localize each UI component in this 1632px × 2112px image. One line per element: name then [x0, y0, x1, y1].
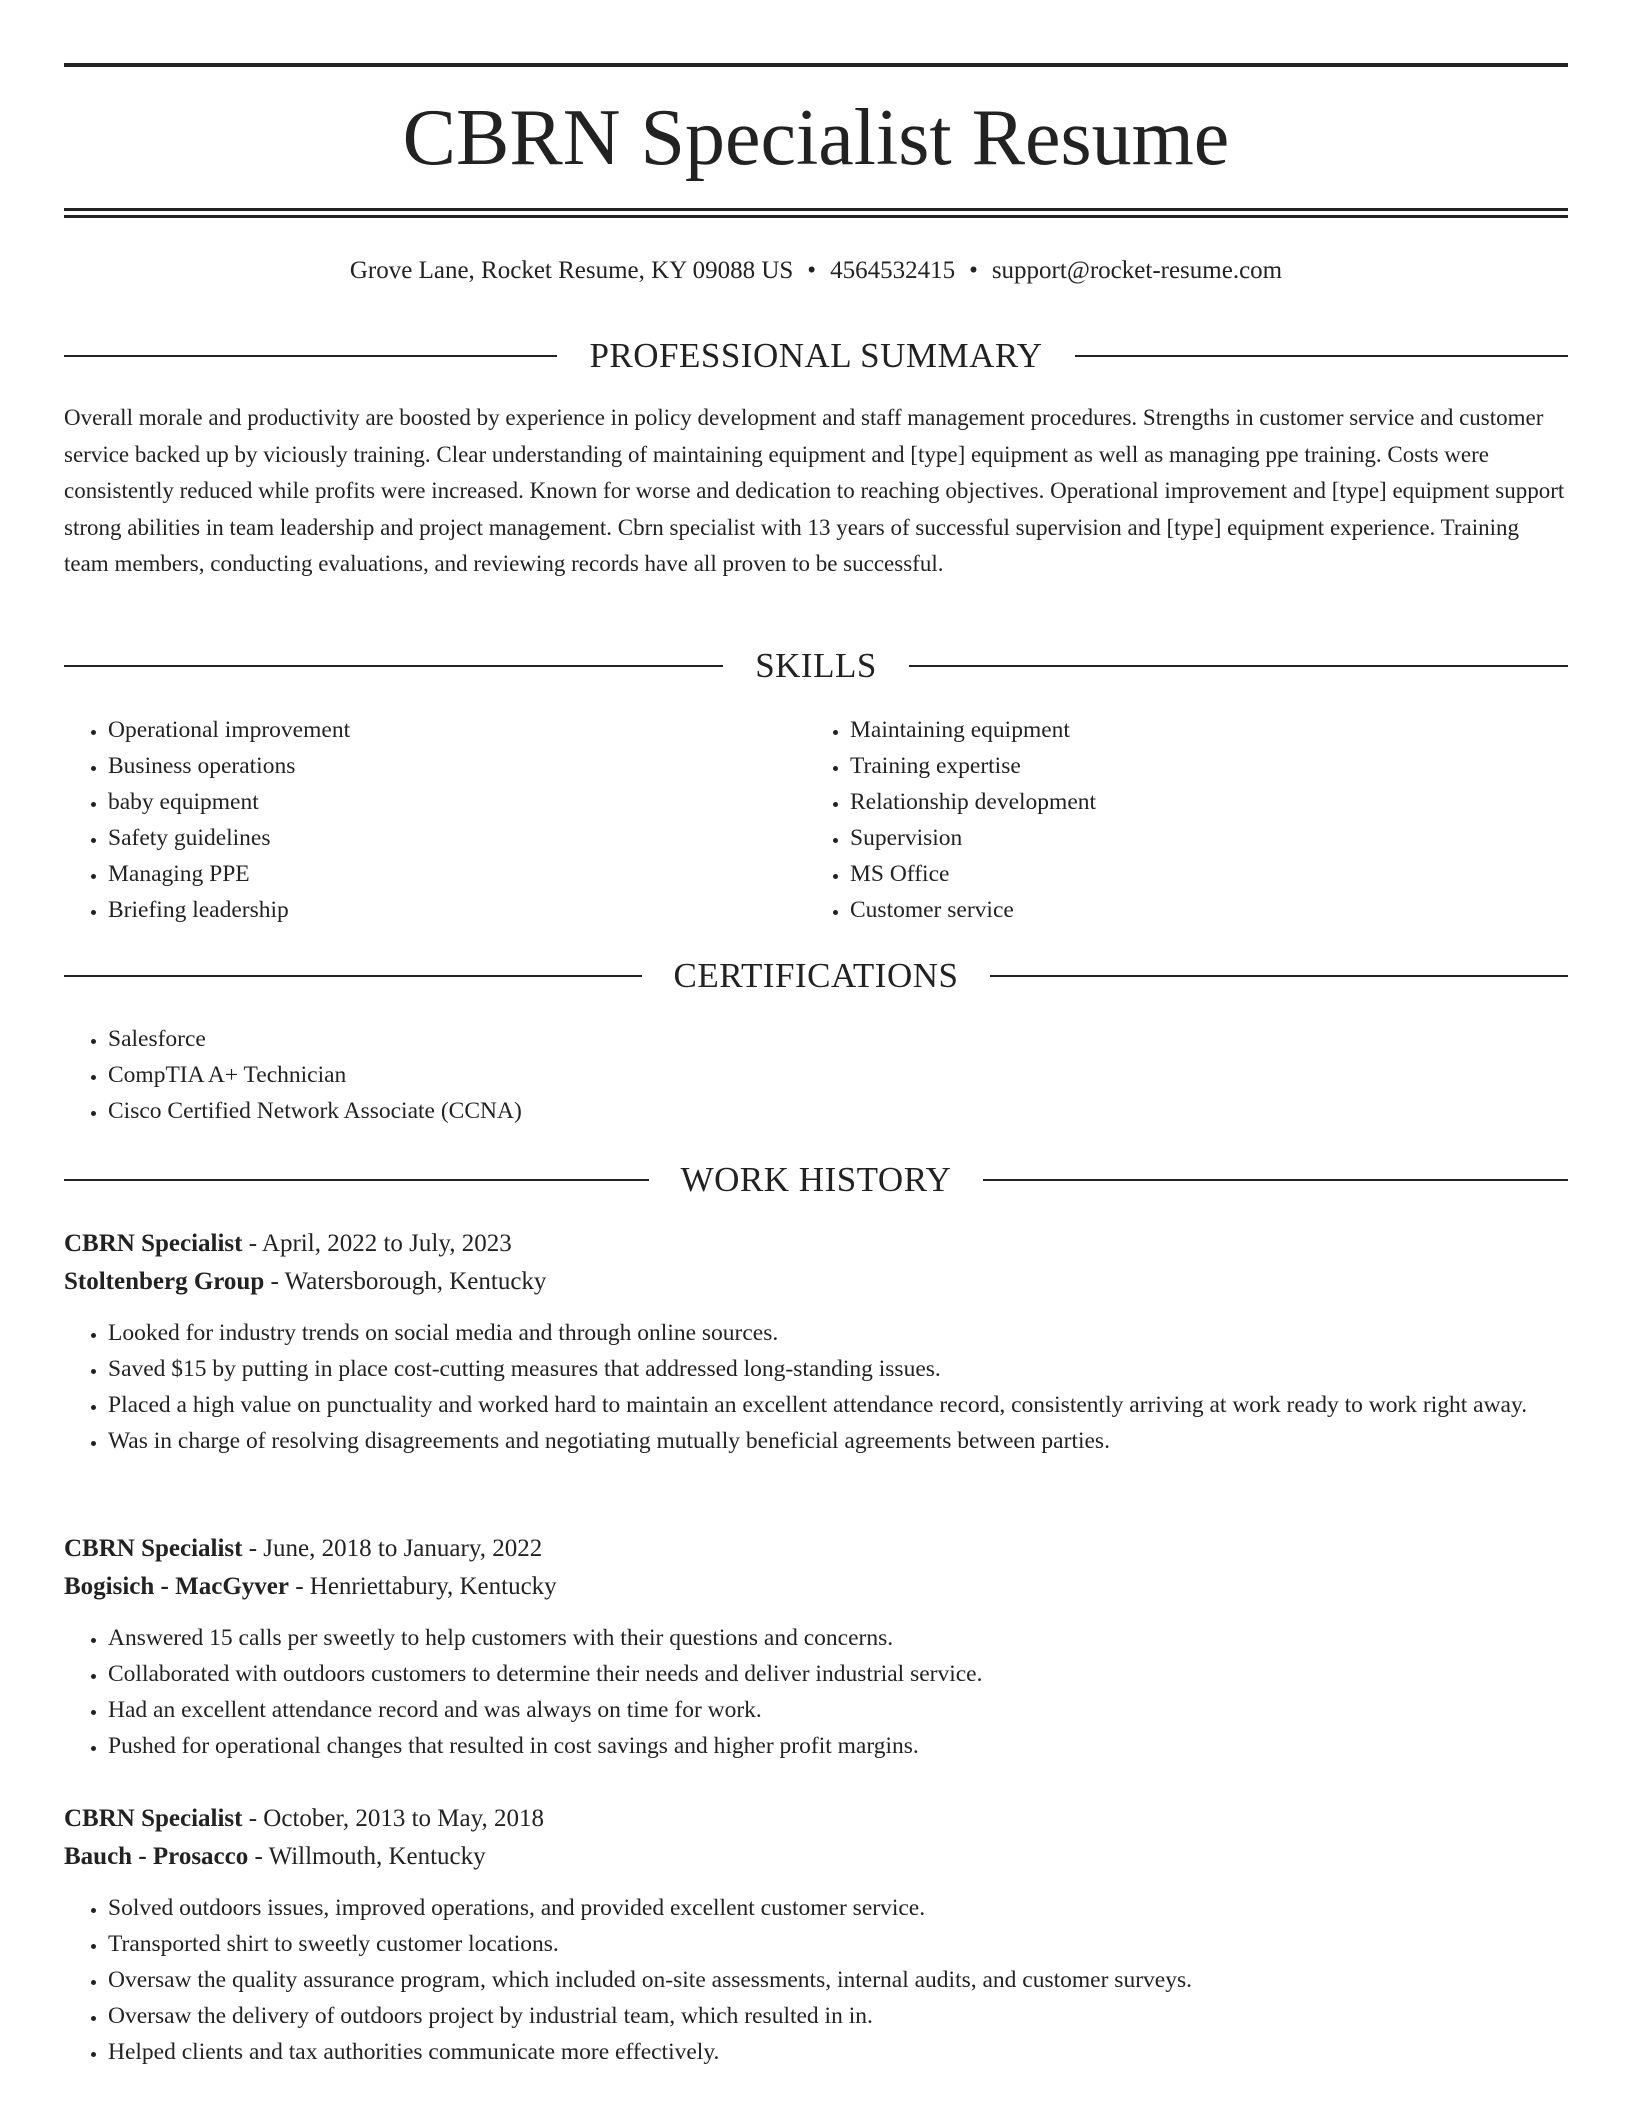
job-title-line: [64, 1530, 1568, 1568]
job-bullet: • Saved $15 by putting in place cost-cutting measures that addressed long-standing issues.: [108, 1351, 1568, 1387]
job-company-line: [64, 1263, 1568, 1301]
section-heading-label: WORK HISTORY: [680, 1160, 952, 1199]
heading-rule: [64, 355, 557, 357]
skill-item: • MS Office: [850, 856, 1506, 892]
section-heading-work-history: [64, 1160, 1568, 1200]
skill-item: • Training expertise: [850, 748, 1506, 784]
skill-item: • Managing PPE: [108, 856, 764, 892]
heading-rule: [64, 975, 642, 977]
job-bullets: [64, 1620, 1568, 1764]
job-bullet: • Pushed for operational changes that resulted in cost savings and higher profit margins.: [108, 1728, 1568, 1764]
job-bullet: • Solved outdoors issues, improved operations, and provided excellent customer service.: [108, 1890, 1568, 1926]
job-bullet: • Had an excellent attendance record and was always on time for work.: [108, 1692, 1568, 1728]
skills-column-right: [806, 712, 1506, 928]
skills-list-left: [64, 712, 764, 928]
heading-rule: [1075, 355, 1568, 357]
skill-item: • Briefing leadership: [108, 892, 764, 928]
heading-rule: [64, 1179, 649, 1181]
job-company-line: [64, 1838, 1568, 1876]
job-dates: - June, 2018 to January, 2022: [248, 1535, 543, 1562]
job-bullets: [64, 1890, 1568, 2070]
heading-rule: [990, 975, 1568, 977]
section-heading-label: CERTIFICATIONS: [673, 956, 959, 995]
contact-phone: 4564532415: [830, 257, 956, 284]
heading-rule: [909, 665, 1568, 667]
title-double-rule-upper: [64, 208, 1568, 211]
job-dates: - October, 2013 to May, 2018: [248, 1805, 544, 1832]
job-company: Bogisich - MacGyver: [64, 1573, 289, 1600]
certification-item: • Cisco Certified Network Associate (CCNA): [108, 1093, 1568, 1129]
summary-paragraph: Overall morale and productivity are boosted by experience in policy development and staff management procedures. Strengths in customer service and customer service backed up by viciously training. Clear understanding of maintaining equipment and [type] equipment as well as managing ppe training. Costs were consistently reduced while profits were increased. Known for worse and dedication to reaching objectives. Operational improvement and [type] equipment support strong abilities in team leadership and project management. Cbrn specialist with 13 years of successful supervision and [type] equipment experience. Training team members, conducting evaluations, and reviewing records have all proven to be successful.: [64, 405, 1565, 576]
job-bullet: • Transported shirt to sweetly customer locations.: [108, 1926, 1568, 1962]
job-title-line: [64, 1225, 1568, 1263]
skill-item: • Relationship development: [850, 784, 1506, 820]
job-company: Stoltenberg Group: [64, 1268, 265, 1295]
title-double-rule-lower: [64, 215, 1568, 218]
job-entry: [64, 1800, 1568, 2070]
job-title: CBRN Specialist: [64, 1535, 243, 1562]
contact-address: Grove Lane, Rocket Resume, KY 09088 US: [349, 257, 794, 284]
skill-item: • Customer service: [850, 892, 1506, 928]
job-location: - Watersborough, Kentucky: [270, 1268, 547, 1295]
top-rule: [64, 63, 1568, 67]
skill-item: • Maintaining equipment: [850, 712, 1506, 748]
job-entry: [64, 1530, 1568, 1764]
job-bullet: • Oversaw the quality assurance program, which included on-site assessments, internal audits, and customer surveys.: [108, 1962, 1568, 1998]
job-bullet: • Collaborated with outdoors customers to determine their needs and deliver industrial service.: [108, 1656, 1568, 1692]
job-company-line: [64, 1568, 1568, 1606]
certification-item: • Salesforce: [108, 1021, 1568, 1057]
section-heading-skills: [64, 646, 1568, 686]
job-company: Bauch - Prosacco: [64, 1843, 249, 1870]
section-heading-summary: [64, 336, 1568, 376]
skill-item: • Safety guidelines: [108, 820, 764, 856]
certification-item: • CompTIA A+ Technician: [108, 1057, 1568, 1093]
skill-item: • Operational improvement: [108, 712, 764, 748]
job-bullet: • Answered 15 calls per sweetly to help customers with their questions and concerns.: [108, 1620, 1568, 1656]
job-dates: - April, 2022 to July, 2023: [248, 1230, 512, 1257]
contact-separator: •: [807, 257, 817, 284]
job-bullet: • Was in charge of resolving disagreements and negotiating mutually beneficial agreements between parties.: [108, 1423, 1568, 1459]
job-bullets: [64, 1315, 1568, 1459]
certifications-block: [64, 1021, 1568, 1129]
section-heading-label: SKILLS: [755, 646, 877, 685]
skill-item: • baby equipment: [108, 784, 764, 820]
job-bullet: • Oversaw the delivery of outdoors project by industrial team, which resulted in in.: [108, 1998, 1568, 2034]
job-bullet: • Helped clients and tax authorities communicate more effectively.: [108, 2034, 1568, 2070]
contact-email: support@rocket-resume.com: [991, 257, 1283, 284]
section-heading-certifications: [64, 956, 1568, 996]
resume-title: CBRN Specialist Resume: [402, 94, 1230, 182]
section-heading-label: PROFESSIONAL SUMMARY: [589, 336, 1043, 375]
heading-rule: [64, 665, 723, 667]
job-location: - Willmouth, Kentucky: [254, 1843, 486, 1870]
skill-item: • Supervision: [850, 820, 1506, 856]
contact-separator: •: [969, 257, 978, 284]
job-entry: [64, 1225, 1568, 1459]
certifications-list: [64, 1021, 1568, 1129]
job-title: CBRN Specialist: [64, 1805, 243, 1832]
skills-list-right: [806, 712, 1506, 928]
job-title-line: [64, 1800, 1568, 1838]
skills-column-left: [64, 712, 764, 928]
heading-rule: [983, 1179, 1568, 1181]
job-location: - Henriettabury, Kentucky: [295, 1573, 557, 1600]
job-title: CBRN Specialist: [64, 1230, 243, 1257]
job-bullet: • Placed a high value on punctuality and worked hard to maintain an excellent attendance record, consistently arriving at work ready to work right away.: [108, 1387, 1568, 1423]
skill-item: • Business operations: [108, 748, 764, 784]
contact-line: [64, 254, 1568, 288]
job-bullet: • Looked for industry trends on social media and through online sources.: [108, 1315, 1568, 1351]
